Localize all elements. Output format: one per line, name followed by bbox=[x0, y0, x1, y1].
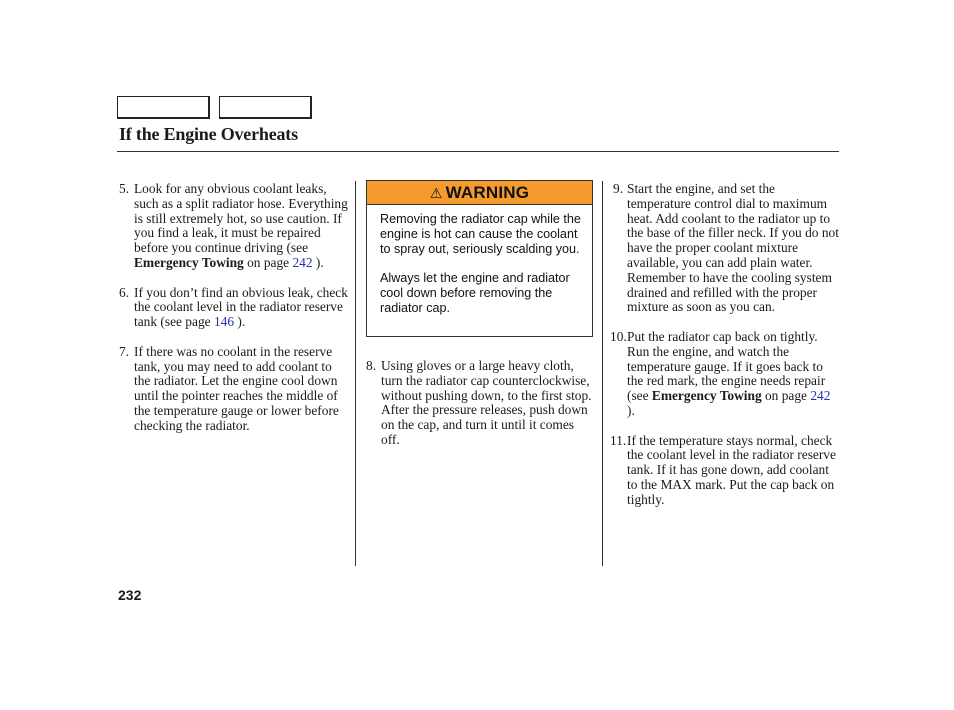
column-divider-right bbox=[602, 181, 603, 566]
step-10-mid: on page bbox=[761, 388, 811, 404]
title-divider bbox=[117, 151, 839, 152]
step-9 bbox=[610, 182, 839, 315]
page-title: If the Engine Overheats bbox=[119, 124, 298, 144]
step-5-text: Look for any obvious coolant leaks, such as a split radiator hose. Everything is still extremely hot, so use caution. If you find a leak, it must be repaired before you continue driving (see bbox=[134, 181, 348, 256]
step-number: 7. bbox=[119, 343, 130, 359]
warning-paragraph: Removing the radiator cap while the engine is hot can cause the coolant to spray out, seriously scalding you. bbox=[380, 212, 581, 256]
step-5 bbox=[119, 182, 351, 271]
emergency-towing-reference: Emergency Towing bbox=[651, 388, 762, 404]
step-7 bbox=[119, 345, 351, 434]
step-10-text: Put the radiator cap back on tightly. Run the engine, and watch the temperature gauge. If it goes back to the red mark, the engine needs repair (see bbox=[627, 328, 826, 404]
step-number: 9. bbox=[613, 181, 624, 196]
step-number: 11. bbox=[610, 432, 627, 448]
step-11-text: If the temperature stays normal, check the coolant level in the radiator reserve tank. If it has gone down, add coolant to the MAX mark. Put the cap back on tightly. bbox=[627, 432, 836, 507]
step-7-text: If there was no coolant in the reserve tank, you may need to add coolant to the radiator. Let the engine cool down until the pointer reaches the middle of the temperature gauge or lower before checking the radiator. bbox=[134, 343, 339, 433]
step-6-text: If you don’t find an obvious leak, check the coolant level in the radiator reserve tank (see page bbox=[134, 284, 348, 330]
step-11 bbox=[610, 434, 839, 508]
step-6 bbox=[119, 286, 351, 330]
column-divider-left bbox=[355, 181, 356, 566]
page-link-146[interactable]: 146 bbox=[213, 314, 235, 330]
warning-box bbox=[366, 180, 593, 337]
step-8-text: Using gloves or a large heavy cloth, turn the radiator cap counterclockwise, without pushing down, to the first stop. After the pressure releases, push down on the cap, and turn it until it comes off. bbox=[381, 358, 592, 447]
step-number: 10. bbox=[610, 328, 627, 344]
warning-paragraph: Always let the engine and radiator cool down before removing the radiator cap. bbox=[380, 271, 570, 315]
step-9-text: Start the engine, and set the temperature control dial to maximum heat. Add coolant to the radiator up to the base of the filler neck. If you do not have the proper coolant mixture available, you can add plain water. Remember to have the cooling system drained and refilled with the proper mixture as soon as you can. bbox=[627, 181, 839, 315]
page-link-242[interactable]: 242 bbox=[292, 254, 313, 270]
step-6-end: ). bbox=[234, 314, 246, 330]
step-10 bbox=[610, 330, 839, 419]
warning-triangle-icon: ⚠ bbox=[429, 184, 443, 201]
emergency-towing-reference: Emergency Towing bbox=[134, 254, 244, 270]
step-5-end: ). bbox=[312, 254, 324, 270]
column-middle bbox=[366, 359, 594, 463]
step-10-end: ). bbox=[627, 402, 635, 418]
step-text bbox=[627, 330, 839, 419]
step-5-mid: on page bbox=[243, 254, 293, 270]
column-right bbox=[610, 182, 839, 522]
warning-body bbox=[367, 205, 592, 316]
warning-header bbox=[367, 181, 592, 205]
nav-button-2[interactable] bbox=[219, 96, 312, 119]
step-number: 8. bbox=[366, 358, 377, 373]
page-link-242[interactable]: 242 bbox=[810, 388, 831, 404]
step-text bbox=[134, 286, 351, 330]
column-left bbox=[119, 182, 351, 448]
warning-heading: WARNING bbox=[445, 182, 530, 202]
page-number: 232 bbox=[118, 587, 142, 603]
nav-button-1[interactable] bbox=[117, 96, 210, 119]
step-number: 5. bbox=[119, 181, 130, 196]
step-text bbox=[134, 182, 351, 271]
step-8 bbox=[366, 359, 594, 448]
step-number: 6. bbox=[119, 284, 130, 300]
